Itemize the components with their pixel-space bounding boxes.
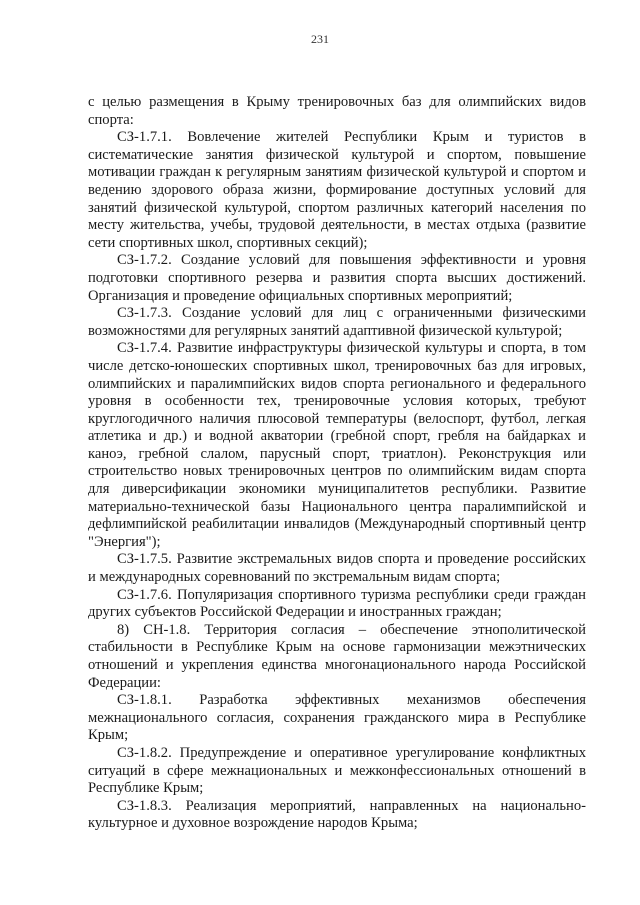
paragraph: СЗ-1.7.6. Популяризация спортивного туризма республики среди граждан других субъектов Российской Федерации и иностранных граждан; — [88, 586, 586, 621]
paragraph: с целью размещения в Крыму тренировочных баз для олимпийских видов спорта: — [88, 94, 586, 128]
paragraph: СЗ-1.7.4. Развитие инфраструктуры физической культуры и спорта, в том числе детско-юношеских спортивных школ, тренировочных баз для игровых, олимпийских и паралимпийских видов спорта регионального и федерального уровня в особенности тех, тренировочные условия которых, требуют круглогодичного наличия плюсовой температуры (велоспорт, футбол, легкая атлетика и др.) и водной акватории (гребной спорт, гребля на байдарках и каноэ, гребной слалом, парусный спорт, триатлон). Реконструкция или строительство новых тренировочных центров по олимпийским видам спорта для диверсификации экономики муниципалитетов республики. Развитие материально-технической базы Национального центра паралимпийской и дефлимпийской реабилитации инвалидов (Международный спортивный центр "Энергия"); — [88, 340, 586, 550]
paragraph: СЗ-1.8.2. Предупреждение и оперативное урегулирование конфликтных ситуаций в сфере межнациональных и межконфессиональных отношений в Республике Крым; — [88, 744, 586, 797]
paragraph: СЗ-1.7.2. Создание условий для повышения эффективности и уровня подготовки спортивного резерва и развития спорта высших достижений. Организация и проведение официальных спортивных мероприятий; — [88, 252, 586, 304]
paragraph: СЗ-1.8.3. Реализация мероприятий, направленных на национально-культурное и духовное возрождение народов Крыма; — [88, 797, 586, 832]
page-number: 231 — [311, 32, 329, 46]
paragraph: СЗ-1.8.1. Разработка эффективных механизмов обеспечения межнационального согласия, сохранения гражданского мира в Республике Крым; — [88, 692, 586, 744]
document-body — [88, 94, 586, 833]
paragraph: СЗ-1.7.5. Развитие экстремальных видов спорта и проведение российских и международных соревнований по экстремальным видам спорта; — [88, 551, 586, 586]
paragraph: СЗ-1.7.1. Вовлечение жителей Республики Крым и туристов в систематические занятия физической культурой и спортом, повышение мотивации граждан к регулярным занятиям физической культурой и спортом и ведению здорового образа жизни, формирование доступных условий для занятий физической культурой, спортом различных категорий населения по месту жительства, учебы, трудовой деятельности, в местах отдыха (развитие сети спортивных школ, спортивных секций); — [88, 129, 586, 251]
paragraph: СЗ-1.7.3. Создание условий для лиц с ограниченными физическими возможностями для регулярных занятий адаптивной физической культурой; — [88, 305, 586, 339]
paragraph: 8) СН-1.8. Территория согласия – обеспечение этнополитической стабильности в Республике Крым на основе гармонизации межэтнических отношений и укрепления единства многонационального народа Российской Федерации: — [88, 621, 586, 691]
